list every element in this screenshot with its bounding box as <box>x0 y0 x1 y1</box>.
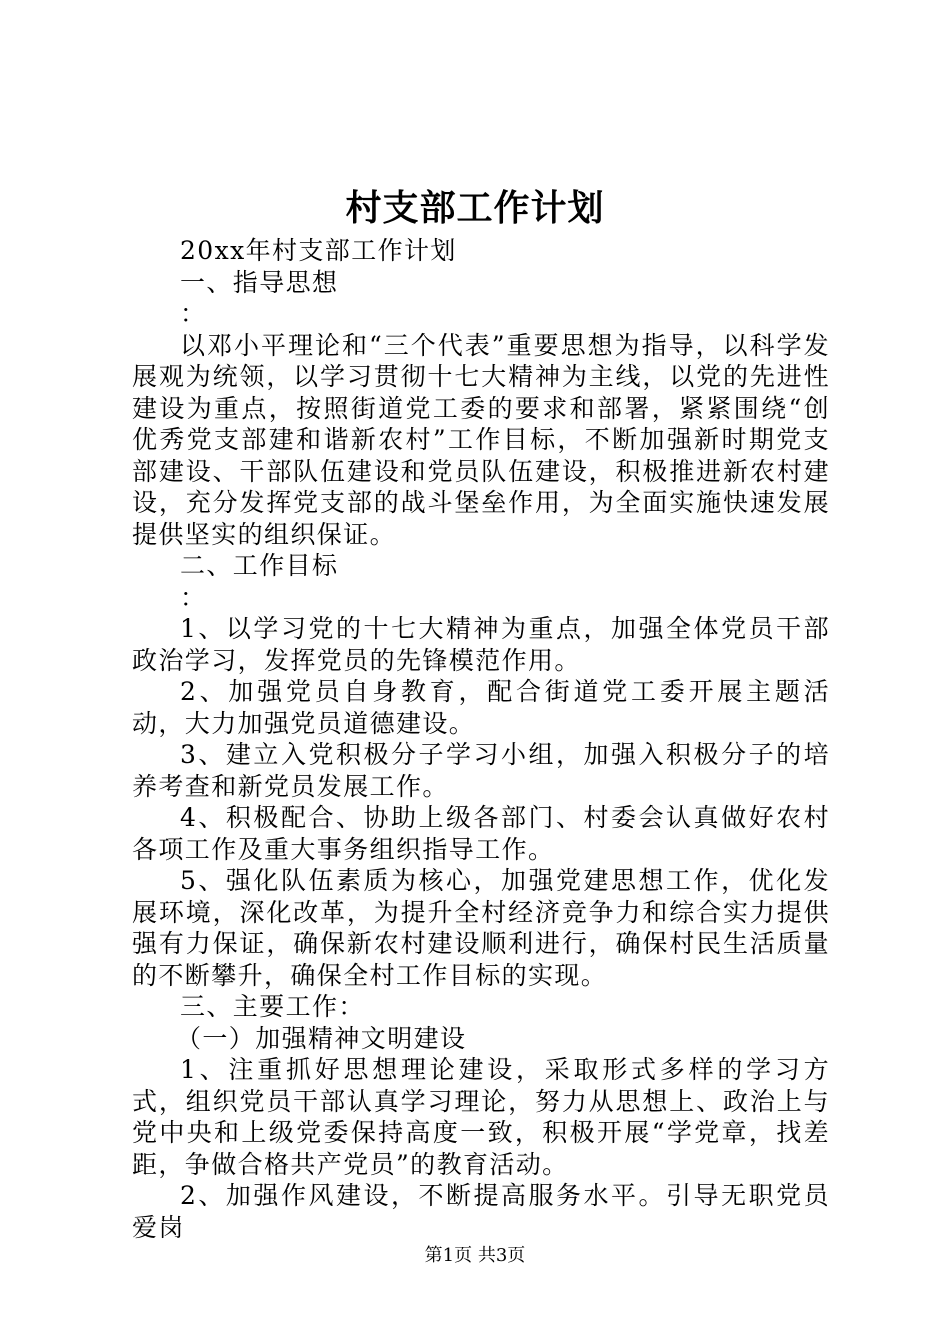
subheading-spiritual-civilization: （一）加强精神文明建设 <box>176 1023 467 1053</box>
document-title: 村支部工作计划 <box>345 187 605 229</box>
page-footer: 第1页 共3页 <box>424 1245 526 1266</box>
heading-guiding-ideology: 一、指导思想 <box>180 267 339 297</box>
work-item-1: 1、注重抓好思想理论建设，采取形式多样的学习方式，组织党员干部认真学习理论，努力从思想上、政治上与党中央和上级党委保持高度一致，积极开展“学党章，找差距，争做合格共产党员”的教育活动。 <box>132 1055 830 1179</box>
goal-item-4: 4、积极配合、协助上级各部门、村委会认真做好农村各项工作及重大事务组织指导工作。 <box>132 803 830 864</box>
heading-main-work: 三、主要工作： <box>180 992 365 1021</box>
paragraph-guiding-ideology: 以邓小平理论和“三个代表”重要思想为指导，以科学发展观为统领，以学习贯彻十七大精神为主线，以党的先进性建设为重点，按照街道党工委的要求和部署，紧紧围绕“创优秀党支部建和谐新农村”工作目标，不断加强新时期党支部建设、干部队伍建设和党员队伍建设，积极推进新农村建设，充分发挥党支部的战斗堡垒作用，为全面实施快速发展提供坚实的组织保证。 <box>132 330 830 549</box>
goal-item-3: 3、建立入党积极分子学习小组，加强入积极分子的培养考查和新党员发展工作。 <box>132 740 830 801</box>
goal-item-2: 2、加强党员自身教育，配合街道党工委开展主题活动，大力加强党员道德建设。 <box>132 677 830 738</box>
colon-line: ： <box>180 582 207 612</box>
goal-item-1: 1、以学习党的十七大精神为重点，加强全体党员干部政治学习，发挥党员的先锋模范作用。 <box>132 614 830 675</box>
colon-line: ： <box>180 299 207 328</box>
paragraph-year-plan: 20xx年村支部工作计划 <box>180 236 457 265</box>
document-body <box>132 235 830 1243</box>
work-item-2: 2、加强作风建设，不断提高服务水平。引导无职党员爱岗 <box>132 1181 830 1242</box>
heading-work-goals: 二、工作目标 <box>180 551 339 580</box>
goal-item-5: 5、强化队伍素质为核心，加强党建思想工作，优化发展环境，深化改革，为提升全村经济竞争力和综合实力提供强有力保证，确保新农村建设顺利进行，确保村民生活质量的不断攀升，确保全村工作目标的实现。 <box>132 866 830 990</box>
